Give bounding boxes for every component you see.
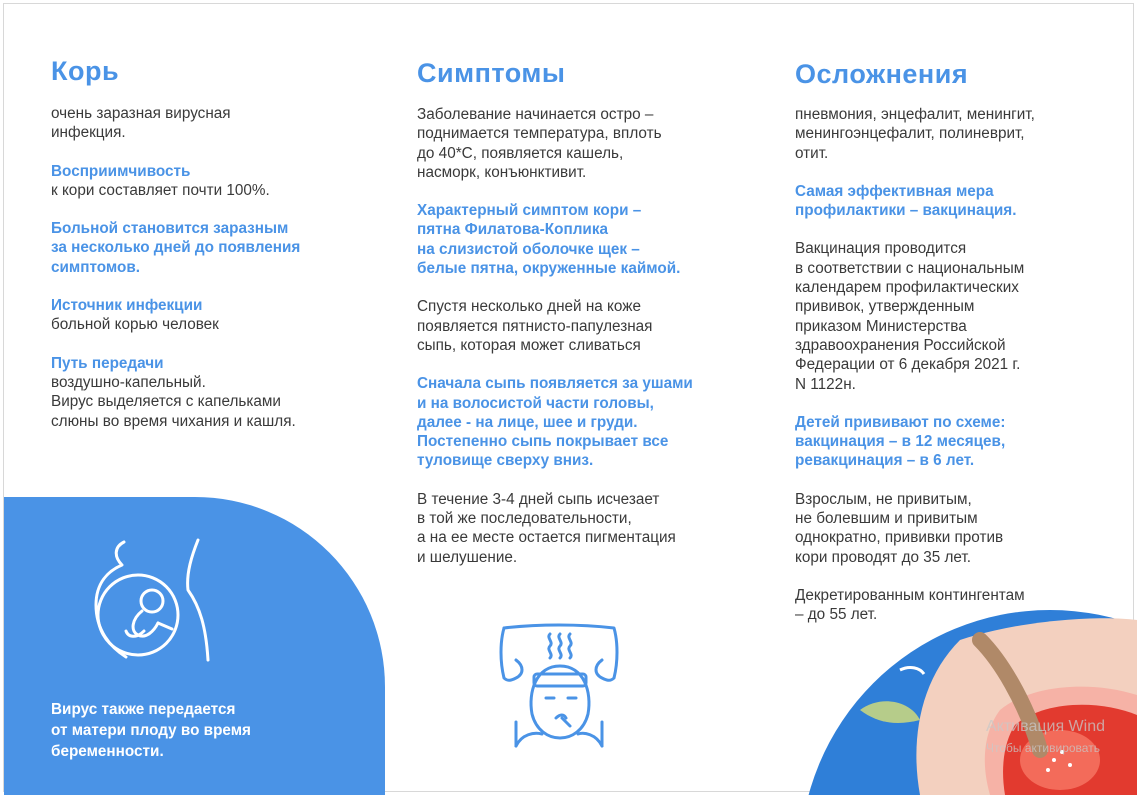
activation-watermark-sub: Чтобы активировать bbox=[986, 741, 1100, 755]
infection-source-heading: Источник инфекции bbox=[51, 297, 203, 315]
title-kor: Корь bbox=[51, 56, 120, 86]
complications-list: пневмония, энцефалит, менингит, менингоэнцефалит, полиневрит, отит. bbox=[795, 106, 1035, 162]
title-symptoms: Симптомы bbox=[417, 58, 566, 88]
column-complications bbox=[795, 105, 1125, 644]
mouth-spatula-illustration bbox=[800, 600, 1137, 795]
activation-watermark: Активация Wind bbox=[986, 718, 1105, 735]
transmission-text: воздушно-капельный. Вирус выделяется с капельками слюны во время чихания и кашля. bbox=[51, 373, 296, 430]
infection-source bbox=[51, 296, 371, 335]
susceptibility-text: к кори составляет почти 100%. bbox=[51, 181, 270, 199]
kor-definition: очень заразная вирусная инфекция. bbox=[51, 105, 231, 142]
transmission-route bbox=[51, 354, 371, 431]
vaccination-calendar: Вакцинация проводится в соответствии с национальным календарем профилактических прививок, утвержденным приказом Министерства здравоохранения Российской Федерации от 6 декабря 2021 г. N 1122н. bbox=[795, 240, 1025, 393]
rash-appears: Спустя несколько дней на коже появляется пятнисто-папулезная сыпь, которая может сливаться bbox=[417, 298, 653, 354]
title-complications: Осложнения bbox=[795, 59, 969, 89]
decreted-groups: Декретированным контингентам – до 55 лет. bbox=[795, 586, 1025, 624]
contagious-period: Больной становится заразным за несколько дней до появления симптомов. bbox=[51, 220, 301, 276]
column-kor bbox=[51, 104, 371, 450]
susceptibility-heading: Восприимчивость bbox=[51, 162, 191, 180]
kor-susceptibility bbox=[51, 162, 371, 201]
panel-text: Вирус также передается от матери плоду во время беременности. bbox=[51, 701, 251, 760]
sick-person-icon bbox=[498, 622, 620, 752]
rash-fades: В течение 3-4 дней сыпь исчезает в той же последовательности, а на ее месте остается пигментация и шелушение. bbox=[417, 490, 676, 566]
column-symptoms bbox=[417, 105, 757, 586]
symptoms-onset: Заболевание начинается остро – поднимается температура, вплоть до 40*С, появляется кашель, насморк, конъюнктивит. bbox=[417, 106, 662, 181]
infection-source-text: больной корью человек bbox=[51, 316, 219, 334]
child-schedule: Детей прививают по схеме: вакцинация – в 12 месяцев, ревакцинация – в 6 лет. bbox=[795, 413, 1006, 470]
pregnant-woman-icon bbox=[88, 535, 218, 665]
adult-vaccination: Взрослым, не привитым, не болевшим и привитым однократно, прививки против кори проводят до 35 лет. bbox=[795, 490, 1004, 566]
rash-spread: Сначала сыпь появляется за ушами и на волосистой части головы, далее - на лице, шее и груди. Постепенно сыпь покрывает все туловище сверху вниз. bbox=[417, 375, 693, 470]
transmission-heading: Путь передачи bbox=[51, 354, 164, 372]
koplik-spots: Характерный симптом кори – пятна Филатова-Коплика на слизистой оболочке щек – белые пятна, окруженные каймой. bbox=[417, 202, 681, 278]
vaccination-best: Самая эффективная мера профилактики – вакцинация. bbox=[795, 182, 1017, 220]
